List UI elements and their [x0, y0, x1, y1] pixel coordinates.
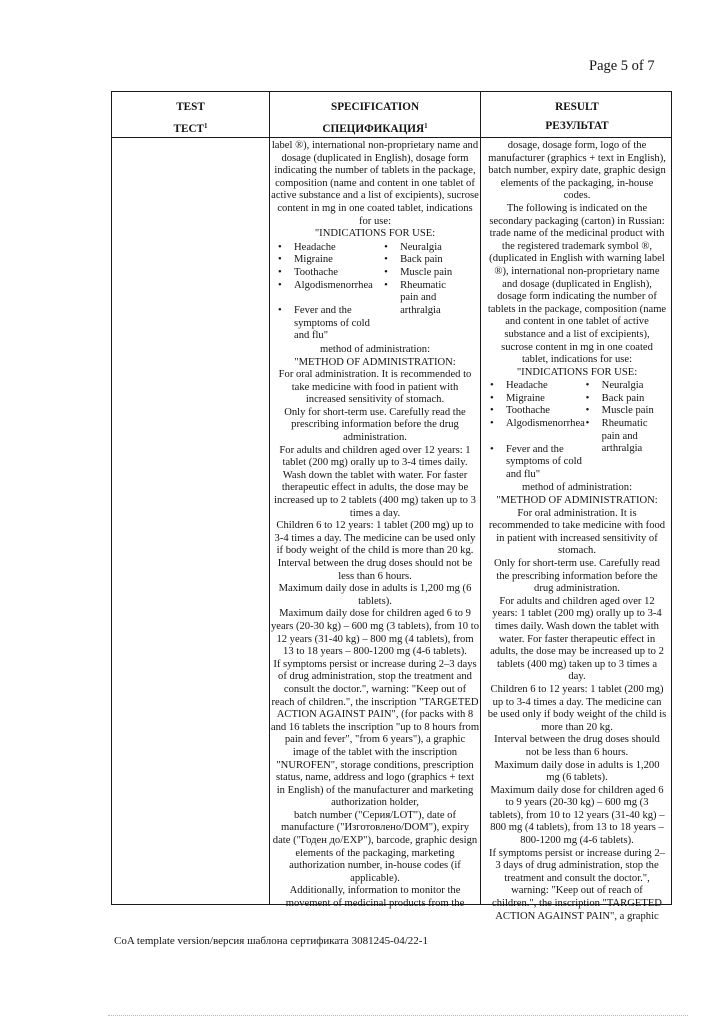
text-line: manufacture ("Изготовлено/DOM"), expiry — [281, 822, 469, 834]
indication-text: • Neuralgia — [400, 241, 442, 253]
text-line: trade name of the medicinal product with — [489, 228, 665, 240]
text-line: composition (name and content in one tablet of — [275, 177, 475, 189]
text-line: elements of the packaging, in-house — [500, 177, 654, 189]
page-number: Page 5 of 7 — [589, 58, 655, 74]
indication-text: • Rheumatic — [400, 279, 446, 291]
indication-item — [488, 418, 584, 431]
text-line: if body weight of the child is more than 20 kg. — [276, 545, 474, 557]
header-result-en: RESULT — [555, 101, 599, 113]
text-line: times daily. Wash down the tablet with — [495, 620, 659, 632]
text-line: consult the doctor.", warning: "Keep out of — [283, 683, 467, 695]
indication-text: • Headache — [506, 380, 548, 392]
header-test-ru: ТЕСТ — [173, 123, 204, 135]
header-test — [112, 92, 269, 137]
indication-item — [276, 242, 382, 255]
indication-text: • Muscle pain — [601, 405, 654, 417]
column-divider — [480, 92, 481, 904]
indication-text: • Algodismenorrhea — [294, 279, 373, 291]
text-line: method of administration: — [521, 482, 633, 494]
header-specification-ru: СПЕЦИФИКАЦИЯ — [322, 123, 425, 135]
text-line: for use: — [358, 215, 392, 227]
indication-item — [276, 254, 382, 267]
text-line: Only for short-term use. Carefully read the — [284, 406, 466, 418]
text-line: movement of medicinal products from the — [285, 898, 465, 910]
text-line: Maximum daily dose in adults is 1,200 — [494, 759, 660, 771]
text-line: substance and a list of excipients), — [504, 328, 650, 340]
indication-text: • Fever and the — [294, 305, 352, 317]
text-line: For oral administration. It is recommended to — [278, 369, 472, 381]
text-line: dosage form indicating the number of — [497, 291, 657, 303]
text-line: warning: "Keep out of reach of — [511, 885, 643, 897]
text-line: increased up to 2 tablets (400 mg) taken up to 3 — [274, 495, 476, 507]
indications-right — [382, 242, 480, 343]
text-line: therapeutic effect in adults, the dose may be — [281, 482, 469, 494]
text-line: water. For faster therapeutic effect in — [498, 633, 656, 645]
text-line: years (20-30 kg) – 600 mg (3 tablets), from 10 to — [270, 620, 479, 632]
indication-text: symptoms of cold — [294, 317, 370, 329]
text-line: Maximum daily dose for children aged 6 — [490, 784, 664, 796]
indication-text: • Migraine — [506, 392, 545, 404]
text-line: day. — [568, 671, 586, 683]
text-line: "METHOD OF ADMINISTRATION: — [496, 495, 658, 507]
text-line: If symptoms persist or increase during 2–3 days — [273, 658, 477, 670]
text-line: content in mg in one coated tablet, indications — [277, 202, 473, 214]
text-line: 3-4 times a day. The medicine can be used only — [274, 532, 476, 544]
bottom-rule — [108, 1015, 688, 1016]
indication-text: • Algodismenorrhea — [506, 418, 585, 430]
text-line: stomach. — [558, 545, 596, 557]
text-line: applicable). — [350, 872, 400, 884]
text-line: mg (6 tablets). — [546, 772, 608, 784]
specification-column — [270, 140, 480, 910]
footer-template-version: CoA template version/версия шаблона сертификата 3081245-04/22-1 — [114, 935, 428, 947]
text-line: up to 3-4 times a day. The medicine can — [492, 696, 662, 708]
text-line: reach of children.", the inscription "TARGETED — [271, 696, 479, 708]
header-specification-en: SPECIFICATION — [330, 101, 420, 113]
text-line: and 16 tablets the inscription "up to 8 hours from — [270, 721, 480, 733]
indication-item — [382, 267, 480, 280]
text-line: Only for short-term use. Carefully read — [494, 558, 660, 569]
text-line: pain and fever", "from 6 years"), a graphic — [284, 734, 466, 746]
text-line: not be less than 6 hours. — [525, 746, 629, 758]
indication-text: pain and — [601, 430, 638, 442]
indication-item — [382, 254, 480, 267]
text-line: authorization number, in-house codes (if — [289, 860, 461, 872]
text-line: treatment and consult the doctor.", — [504, 872, 650, 884]
text-line: batch number, expiry date, graphic design — [488, 165, 666, 177]
text-line: dosage (duplicated in English), dosage form — [281, 152, 469, 164]
text-line: of drug administration, stop the treatment and — [278, 671, 472, 683]
indication-text: pain and — [400, 292, 437, 304]
indications-left — [488, 380, 584, 481]
text-line: indicating the number of tablets in the package, — [274, 165, 476, 177]
footnote-mark: 1 — [203, 122, 208, 130]
text-line: manufacturer (graphics + text in English), — [488, 152, 666, 164]
text-line: Interval between the drug doses should not be — [277, 558, 473, 569]
text-line: "NUROFEN", storage conditions, prescription — [276, 759, 474, 771]
text-line: increased sensitivity of stomach. — [305, 394, 445, 406]
indication-text: • Toothache — [294, 266, 338, 278]
text-line: tablet (200 mg) orally up to 3-4 times daily. — [282, 457, 468, 469]
text-line: 800 mg (4 tablets), from 13 to 18 years – — [490, 822, 664, 834]
indication-item — [382, 280, 480, 318]
text-line: secondary packaging (carton) in Russian: — [489, 215, 665, 227]
text-line: (duplicated in English with warning label — [489, 253, 665, 265]
header-specification-ru-line — [270, 117, 480, 139]
text-line: and content in one tablet of active — [505, 316, 649, 328]
text-line: ®), international non-proprietary name — [494, 265, 660, 277]
indication-item — [276, 280, 382, 293]
indication-item — [382, 242, 480, 255]
text-line: sucrose content in mg in one coated — [501, 341, 653, 353]
indications-left — [276, 242, 382, 343]
text-line: Interval between the drug doses should — [494, 734, 660, 746]
text-line: tablets in the package, composition (name — [487, 303, 667, 315]
text-line: codes. — [563, 190, 591, 202]
text-line: "INDICATIONS FOR USE: — [314, 228, 436, 240]
indication-text: • Muscle pain — [400, 266, 453, 278]
indication-text: • Headache — [294, 241, 336, 253]
text-line: Additionally, information to monitor the — [289, 885, 461, 897]
text-line: For oral administration. It is — [517, 507, 637, 519]
footnote-mark: 1 — [424, 122, 428, 130]
text-line: tablets). — [358, 595, 392, 607]
text-line: adults, the dose may be increased up to 2 — [490, 646, 664, 658]
text-line: drug administration. — [534, 583, 620, 595]
indication-item — [276, 267, 382, 280]
text-line: years: 1 tablet (200 mg) orally up to 3-4 — [492, 608, 662, 620]
text-line: the prescribing information before the — [496, 570, 658, 582]
text-line: tablets (400 mg) taken up to 3 times a — [496, 658, 658, 670]
text-line: "INDICATIONS FOR USE: — [516, 366, 638, 378]
text-line: to 9 years (20-30 kg) – 600 mg (3 — [505, 797, 649, 809]
text-line: Wash down the tablet with water. For faster — [282, 469, 468, 481]
text-line: batch number ("Серия/LOT"), date of — [294, 809, 456, 821]
indication-text: arthralgia — [601, 443, 643, 455]
text-line: children.", the inscription "TARGETED — [492, 898, 662, 910]
text-line: times a day. — [349, 507, 401, 519]
indication-text: and flu" — [294, 330, 329, 342]
text-line: Children 6 to 12 years: 1 tablet (200 mg) up to — [276, 520, 474, 532]
text-line: 12 years (31-40 kg) – 800 mg (4 tablets), from — [276, 633, 474, 645]
header-test-en: TEST — [176, 101, 205, 113]
text-line: 3 days of drug administration, stop the — [495, 860, 659, 872]
text-line: and dosage (duplicated in English), — [502, 278, 652, 290]
indication-item-fever — [488, 444, 584, 482]
text-line: date ("Годен до/EXP"), barcode, graphic design — [272, 835, 478, 847]
text-line: less than 6 hours. — [338, 570, 412, 582]
header-test-ru-line — [112, 117, 269, 139]
text-line: method of administration: — [319, 343, 431, 355]
indication-text: symptoms of cold — [506, 456, 582, 468]
indication-item — [488, 405, 584, 418]
indication-item — [488, 380, 584, 393]
text-line: dosage, dosage form, logo of the — [507, 140, 647, 151]
text-line: Maximum daily dose for children aged 6 to 9 — [279, 608, 471, 620]
text-line: tablets), from 10 to 12 years (31-40 kg) – — [489, 809, 665, 821]
text-line: take medicine with food in patient with — [291, 381, 459, 393]
indication-text: • Neuralgia — [601, 380, 644, 392]
text-line: elements of the packaging, marketing — [295, 847, 455, 859]
text-line: recommended to take medicine with food — [488, 520, 666, 532]
text-line: For adults and children aged over 12 — [499, 595, 655, 607]
text-line: image of the tablet with the inscription — [292, 746, 458, 758]
text-line: authorization holder, — [331, 797, 419, 809]
text-line: Maximum daily dose in adults is 1,200 mg (6 — [278, 583, 472, 595]
text-line: Children 6 to 12 years: 1 tablet (200 mg) — [490, 683, 664, 695]
text-line: tablet, indications for use: — [521, 354, 633, 366]
indications-list — [276, 242, 480, 343]
header-specification — [270, 92, 480, 137]
indication-item — [488, 393, 584, 406]
text-line: active substance and a list of excipients), sucrose — [271, 190, 479, 202]
specification-table — [111, 91, 672, 922]
text-line: the registered trademark symbol ®, — [501, 240, 653, 252]
text-line: label ®), international non-proprietary name and — [271, 140, 479, 151]
header-result-ru: РЕЗУЛЬТАТ — [545, 120, 609, 132]
text-line: 13 to 18 years – 800-1200 mg (4-6 tablets). — [283, 646, 467, 658]
indication-text: • Migraine — [294, 254, 333, 266]
indication-text: • Toothache — [506, 405, 550, 417]
indications-right — [584, 380, 672, 481]
text-line: administration. — [343, 432, 407, 444]
indication-text: arthralgia — [400, 304, 441, 316]
indication-text: and flu" — [506, 468, 541, 480]
text-line: in patient with increased sensitivity of — [496, 532, 658, 544]
result-column — [482, 140, 672, 922]
text-line: ACTION AGAINST PAIN", (for packs with 8 — [276, 709, 474, 721]
text-line: If symptoms persist or increase during 2– — [489, 847, 665, 859]
indication-text: • Rheumatic — [601, 418, 648, 430]
text-line: For adults and children aged over 12 years: 1 — [279, 444, 471, 456]
text-line: be used only if body weight of the child is — [487, 709, 667, 721]
text-line: ACTION AGAINST PAIN", a graphic — [495, 910, 659, 922]
indication-item — [584, 393, 672, 406]
indication-text: • Back pain — [400, 254, 443, 266]
text-line: The following is indicated on the — [506, 202, 648, 214]
text-line: in English) of the manufacturer and marketing — [276, 784, 474, 796]
text-line: 800-1200 mg (4-6 tablets). — [520, 835, 634, 847]
text-line: prescribing information before the drug — [291, 419, 459, 431]
indication-text: • Fever and the — [506, 443, 564, 455]
indication-item — [584, 380, 672, 393]
header-result — [481, 92, 673, 137]
text-line: status, name, address and logo (graphics + text — [275, 772, 475, 784]
indications-list — [488, 380, 672, 481]
text-line: "METHOD OF ADMINISTRATION: — [294, 356, 456, 368]
indication-item — [584, 418, 672, 456]
indication-item — [584, 405, 672, 418]
indication-text: • Back pain — [601, 392, 645, 404]
text-line: more than 20 kg. — [541, 721, 613, 733]
indication-item-fever — [276, 305, 382, 343]
